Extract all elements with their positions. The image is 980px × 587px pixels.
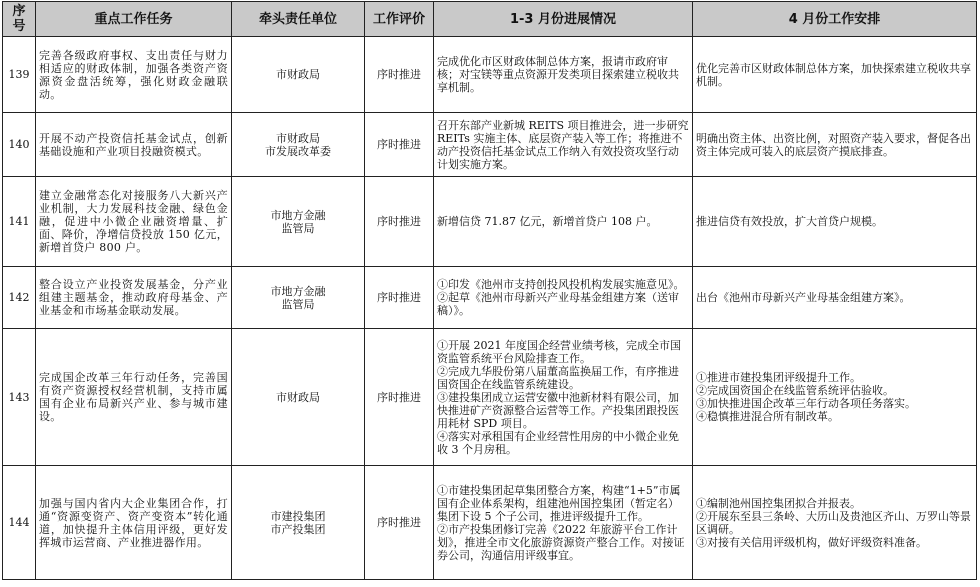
unit-cell <box>232 267 365 329</box>
eval-cell: 序时推进 <box>365 177 434 267</box>
progress-line: 完成优化市区财政体制总体方案，报请市政府审核；对宝镁等重点资源开发类项目探索建立税收共享机制。 <box>437 55 679 94</box>
row-number: 139 <box>3 37 36 113</box>
plan-line: ④稳慎推进混合所有制改革。 <box>696 410 839 423</box>
header-eval: 工作评价 <box>365 2 434 37</box>
progress-line: ①印发《池州市支持创投风投机构发展实施意见》。 <box>437 278 685 291</box>
eval-cell: 序时推进 <box>365 37 434 113</box>
header-plan: 4 月份工作安排 <box>693 2 977 37</box>
plan-line: ③对接有关信用评级机构，做好评级资料准备。 <box>696 535 927 549</box>
row-number: 141 <box>3 177 36 267</box>
row-number: 143 <box>3 329 36 466</box>
unit-cell <box>232 113 365 177</box>
progress-cell <box>434 267 693 329</box>
progress-line: ②起草《池州市母新兴产业母基金组建方案（送审稿）》。 <box>437 291 679 317</box>
eval-cell: 序时推进 <box>365 113 434 177</box>
plan-line: ①编制池州国控集团拟合并报表。 <box>696 496 861 510</box>
progress-line: ②完成九华股份第八届董高监换届工作，有序推进国资国企在线监管系统建设。 <box>437 364 679 391</box>
task-cell: 建立金融常态化对接服务八大新兴产业机制，大力发展科技金融、绿色金融，促进中小微企业融资增量、扩面、降价，净增信贷投放 150 亿元，新增首贷户 800 户。 <box>36 177 232 267</box>
table-row <box>3 177 977 267</box>
table-row <box>3 267 977 329</box>
unit-line: 市地方金融 <box>270 208 326 222</box>
plan-line: ②完成国资国企在线监管系统评估验收。 <box>696 384 894 397</box>
header-unit: 牵头责任单位 <box>232 2 365 37</box>
unit-cell <box>232 466 365 580</box>
header-progress: 1-3 月份进展情况 <box>434 2 693 37</box>
progress-cell <box>434 466 693 580</box>
table-row <box>3 37 977 113</box>
plan-cell <box>693 329 977 466</box>
work-table <box>2 1 977 580</box>
row-number: 142 <box>3 267 36 329</box>
unit-cell <box>232 177 365 267</box>
row-number: 144 <box>3 466 36 580</box>
plan-cell <box>693 267 977 329</box>
plan-line: ③加快推进国企改革三年行动各项任务落实。 <box>696 397 916 410</box>
progress-cell <box>434 113 693 177</box>
progress-cell <box>434 37 693 113</box>
progress-line: ②市产投集团修订完善《2022 年旅游平台工作计划》，推进全市文化旅游资源资产整合工作。对接证券公司，沟通信用评级事宜。 <box>437 522 685 562</box>
plan-line: ②开展东至县三条岭、大历山及贵池区齐山、万罗山等景区调研。 <box>696 509 971 536</box>
row-number: 140 <box>3 113 36 177</box>
progress-line: ①市建投集团起草集团整合方案，构建“1+5”市属国有企业体系架构，组建池州国控集团（暂定名）集团下设 5 个子公司，推进评级提升工作。 <box>437 483 681 523</box>
task-cell: 完善各级政府事权、支出责任与财力相适应的财政体制，加强各类资产资源资金盘活统筹，强化财政金融联动。 <box>36 37 232 113</box>
unit-line: 市财政局 <box>276 390 320 404</box>
plan-cell <box>693 113 977 177</box>
plan-cell <box>693 466 977 580</box>
unit-line: 市地方金融 <box>270 284 326 298</box>
plan-line: 明确出资主体、出资比例，对照资产装入要求，督促各出资主体完成可装入的底层资产摸底排查。 <box>696 131 971 158</box>
header-task: 重点工作任务 <box>36 2 232 37</box>
unit-line: 市产投集团 <box>270 522 326 536</box>
table-row <box>3 466 977 580</box>
progress-line: ①开展 2021 年度国企经营业绩考核，完成全市国资监管系统平台风险排查工作。 <box>437 338 681 365</box>
unit-line: 监管局 <box>281 221 315 235</box>
progress-cell <box>434 177 693 267</box>
task-cell: 整合设立产业投资发展基金，分产业组建主题基金，推动政府母基金、产业基金和市场基金联动发展。 <box>36 267 232 329</box>
unit-cell <box>232 329 365 466</box>
eval-cell: 序时推进 <box>365 267 434 329</box>
plan-cell <box>693 37 977 113</box>
unit-line: 市财政局 <box>276 68 320 81</box>
progress-line: 新增信贷 71.87 亿元，新增首贷户 108 户。 <box>437 215 658 228</box>
table-row <box>3 329 977 466</box>
progress-line: ④落实对承租国有企业经营性用房的中小微企业免收 3 个月房租。 <box>437 429 679 456</box>
plan-line: 推进信贷有效投放，扩大首贷户规模。 <box>696 215 883 228</box>
table-row <box>3 113 977 177</box>
unit-line: 市建投集团 <box>270 509 326 523</box>
header-seq: 序号 <box>3 2 36 37</box>
unit-line: 市发展改革委 <box>265 144 331 158</box>
unit-line: 监管局 <box>281 297 315 311</box>
progress-line: ③建投集团成立运营安徽中池新材料有限公司，加快推进矿产资源整合运营等工作。产投集团跟投医用耗材 SPD 项目。 <box>437 390 679 430</box>
plan-line: 优化完善市区财政体制总体方案，加快探索建立税收共享机制。 <box>696 61 971 88</box>
progress-line: 召开东部产业新城 REITS 项目推进会，进一步研究 REITs 实施主体、底层资产装入等工作；将推进不动产投资信托基金试点工作纳入有效投资攻坚行动计划实施方案。 <box>437 118 689 171</box>
plan-line: ①推进市建投集团评级提升工作。 <box>696 371 861 384</box>
task-cell: 完成国企改革三年行动任务，完善国有资产资源授权经营机制，支持市属国有企业布局新兴产业、参与城市建设。 <box>36 329 232 466</box>
eval-cell: 序时推进 <box>365 466 434 580</box>
header-row <box>3 2 977 37</box>
task-cell: 加强与国内省内大企业集团合作，打通“资源变资产、资产变资本”转化通道，加快提升主体信用评级，更好发挥城市运营商、产业推进器作用。 <box>36 466 232 580</box>
unit-cell <box>232 37 365 113</box>
plan-cell <box>693 177 977 267</box>
eval-cell: 序时推进 <box>365 329 434 466</box>
task-cell: 开展不动产投资信托基金试点，创新基础设施和产业项目投融资模式。 <box>36 113 232 177</box>
unit-line: 市财政局 <box>276 131 320 145</box>
progress-cell <box>434 329 693 466</box>
plan-line: 出台《池州市母新兴产业母基金组建方案》。 <box>696 291 911 304</box>
